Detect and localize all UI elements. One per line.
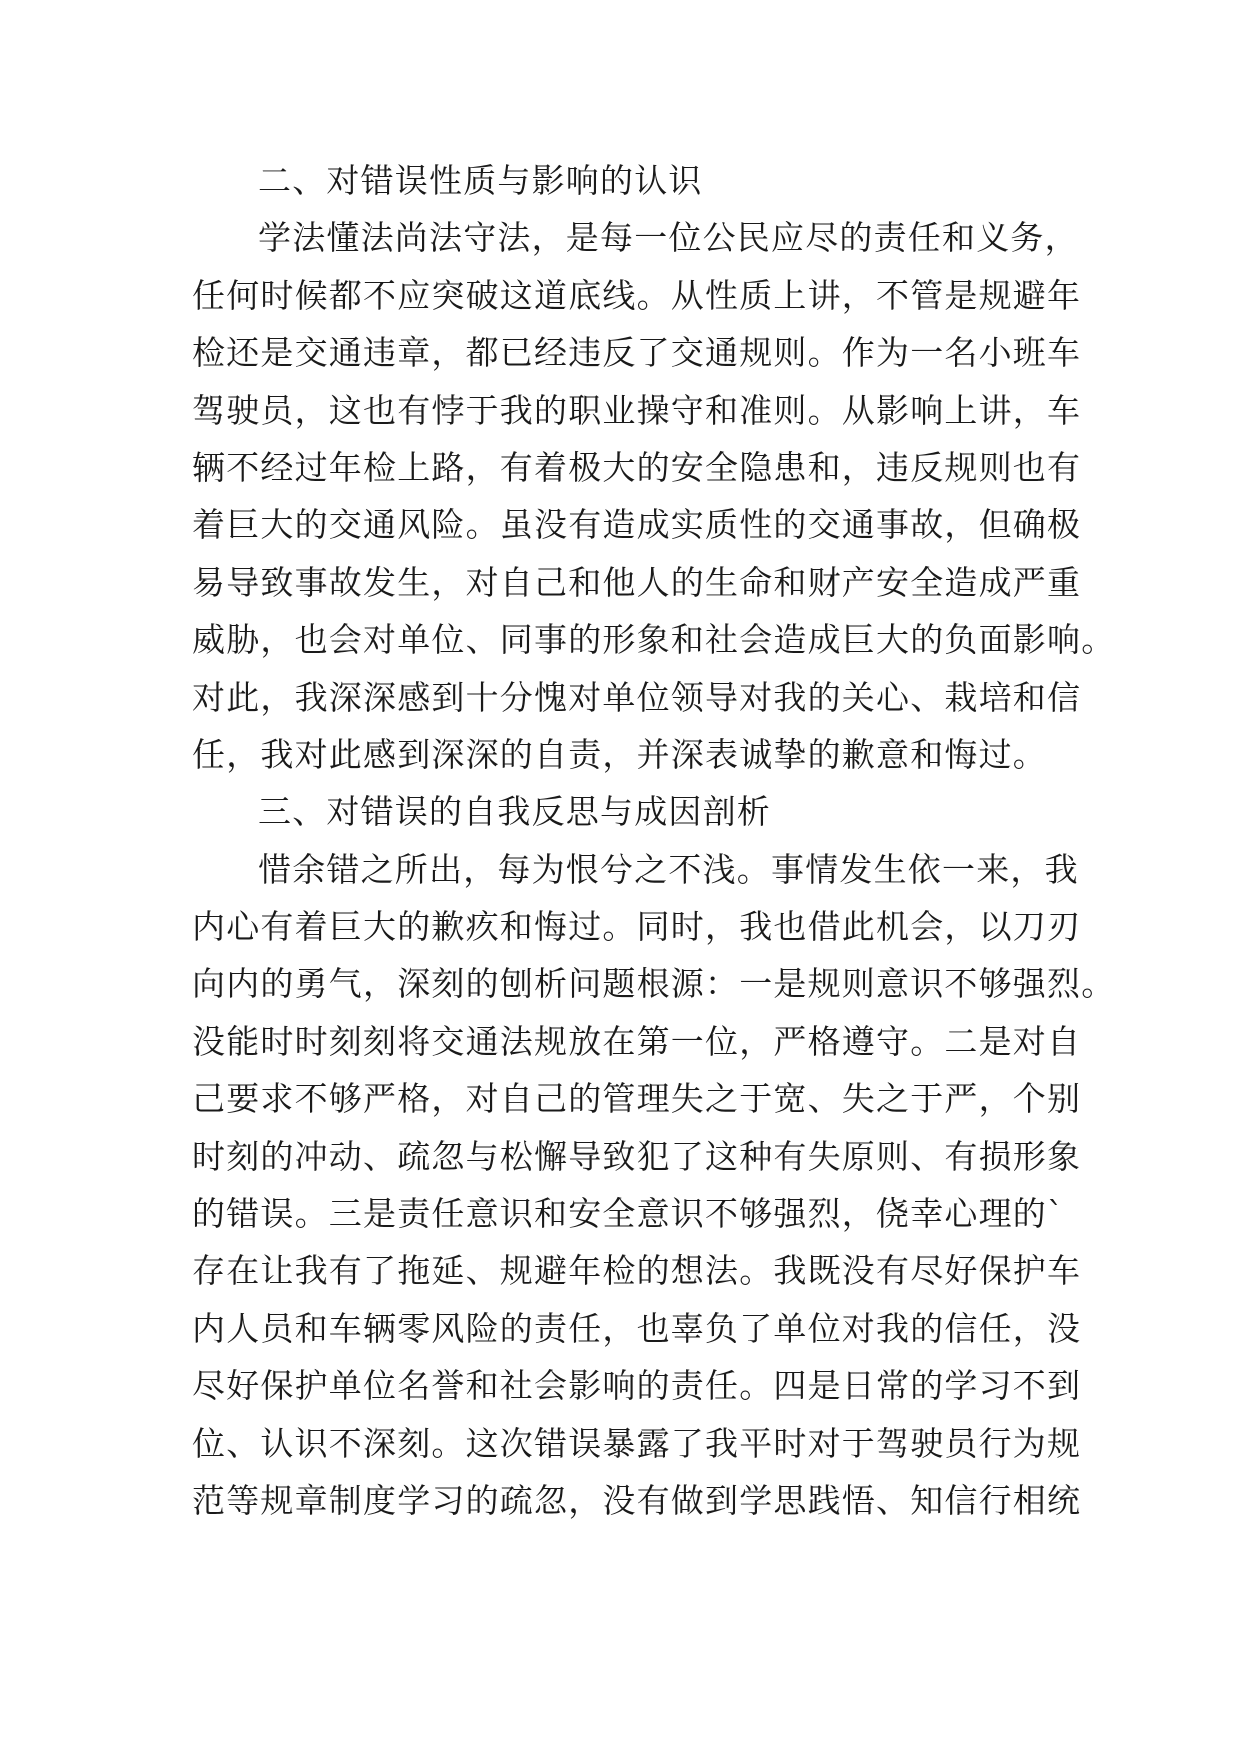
paragraph-line: 内心有着巨大的歉疚和悔过。同时，我也借此机会，以刀刃 [192,907,1082,947]
section-heading-3: 三、对错误的自我反思与成因剖析 [258,792,771,832]
paragraph-line: 范等规章制度学习的疏忽，没有做到学思践悟、知信行相统 [192,1480,1082,1520]
paragraph-line: 尽好保护单位名誉和社会影响的责任。四是日常的学习不到 [192,1366,1082,1406]
paragraph-line: 检还是交通违章，都已经违反了交通规则。作为一名小班车 [192,333,1082,373]
paragraph-line: 易导致事故发生，对自己和他人的生命和财产安全造成严重 [192,562,1082,602]
paragraph-line: 着巨大的交通风险。虽没有造成实质性的交通事故，但确极 [192,505,1082,545]
section-heading-2: 二、对错误性质与影响的认识 [258,161,703,200]
paragraph-line: 任何时候都不应突破这道底线。从性质上讲，不管是规避年 [192,275,1082,315]
paragraph-line: 辆不经过年检上路，有着极大的安全隐患和，违反规则也有 [192,447,1082,487]
paragraph-line: 时刻的冲动、疏忽与松懈导致犯了这种有失原则、有损形象 [192,1136,1082,1176]
paragraph-line: 驾驶员，这也有悖于我的职业操守和准则。从影响上讲，车 [192,390,1082,430]
paragraph-line: 内人员和车辆零风险的责任，也辜负了单位对我的信任，没 [192,1308,1082,1348]
document-body [192,152,1116,1529]
paragraph-line: 位、认识不深刻。这次错误暴露了我平时对于驾驶员行为规 [192,1423,1082,1463]
paragraph-line: 没能时时刻刻将交通法规放在第一位，严格遵守。二是对自 [192,1021,1082,1061]
paragraph-line: 己要求不够严格，对自己的管理失之于宽、失之于严，个别 [192,1079,1082,1119]
paragraph-line: 的错误。三是责任意识和安全意识不够强烈，侥幸心理的` [192,1194,1065,1234]
paragraph-line: 任，我对此感到深深的自责，并深表诚挚的歉意和悔过。 [192,734,1047,774]
paragraph-line: 威胁，也会对单位、同事的形象和社会造成巨大的负面影响。 [192,620,1116,660]
paragraph-line: 向内的勇气，深刻的刨析问题根源：一是规则意识不够强烈。 [192,964,1116,1004]
paragraph-line: 学法懂法尚法守法，是每一位公民应尽的责任和义务， [258,218,1079,258]
paragraph-line: 对此，我深深感到十分愧对单位领导对我的关心、栽培和信 [192,677,1082,717]
paragraph-line: 存在让我有了拖延、规避年检的想法。我既没有尽好保护车 [192,1251,1082,1291]
paragraph-line: 惜余错之所出，每为恨兮之不浅。事情发生依一来，我 [258,849,1079,889]
